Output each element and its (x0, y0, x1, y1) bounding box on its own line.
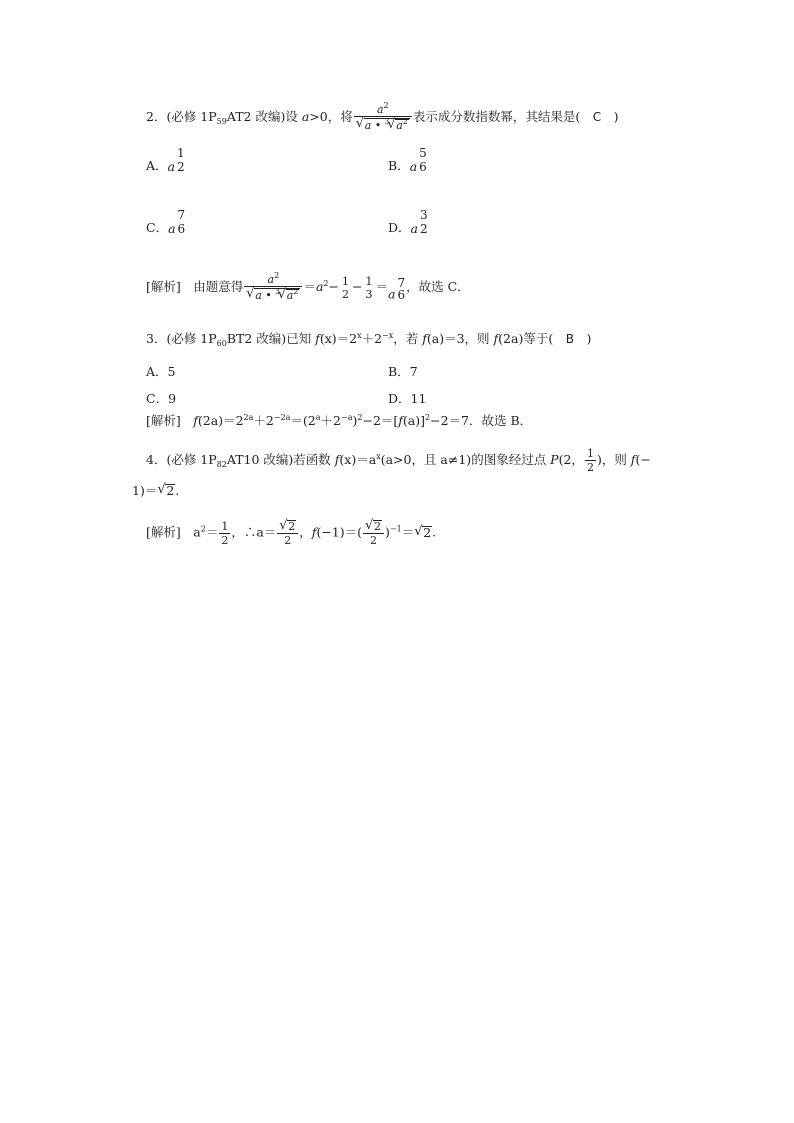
q3-option-c: C．9 (146, 391, 177, 406)
analysis-label: [解析] (146, 413, 181, 428)
q2-fraction: $a^2$ √ a • $^3$√ $a^2$ (354, 104, 412, 131)
q3-stem: 3．(必修 $1P_{60}BT2$ 改编)已知 $f(x)=2^x+2^{-x}$，若 f(a)＝3，则 f(2a)等于( B ) (146, 331, 592, 348)
q3-option-b: B．7 (388, 364, 418, 379)
q2-answer: C (592, 110, 602, 124)
q2-option-a: A．a 1 2 (146, 146, 185, 174)
q3-analysis: [解析] $f(2a)=2^{2a}+2^{-2a}=(2^a+2^{-a})^2-2=[f(a)]^2-2=7$．故选 B． (146, 413, 533, 428)
q2-number: 2． (146, 109, 167, 124)
q2-stem: 2．(必修 $1P_{59}AT2$ 改编)设 a>0，将 $a^2$ √ a • $^3$√ $a^2$ 表示成分数指数幂，其结果是( C ) (146, 104, 619, 131)
q3-answer: B (565, 332, 574, 346)
q4-stem-line2: 1)＝√ 2. (132, 484, 179, 498)
analysis-label: [解析] (146, 524, 181, 540)
q3-option-a: A．5 (146, 364, 176, 379)
q2-option-b: B．a 5 6 (388, 146, 427, 174)
q3-number: 3． (146, 331, 167, 346)
q2-analysis: [解析] 由题意得 $a^2$ √ a • $^3$√ $a^2$ $=a^2-$ 1 2 − 1 3 ＝a 7 6 ，故选 C． (146, 274, 470, 301)
q4-number: 4． (146, 452, 167, 467)
analysis-label: [解析] (146, 279, 181, 294)
q2-option-d: D．a 3 2 (388, 208, 428, 236)
q3-option-d: D．11 (388, 391, 427, 406)
q4-analysis: [解析] $a^2=$ $\frac{1}{2}$ ，∴a＝ √ $\frac{2}{2}$ ，f(−1)＝( √ $\frac{2}{2}$ )$^{-1}$＝√ 2. (146, 520, 436, 546)
q4-stem: 4．(必修 $1P_{82}AT10$ 改编)若函数 $f(x)=a^x(a>0$，且 a≠1)的图象经过点 P(2， $\frac{1}{2}$ )，则 f(− (146, 447, 651, 474)
q2-option-c: C．a 7 6 (146, 208, 186, 236)
